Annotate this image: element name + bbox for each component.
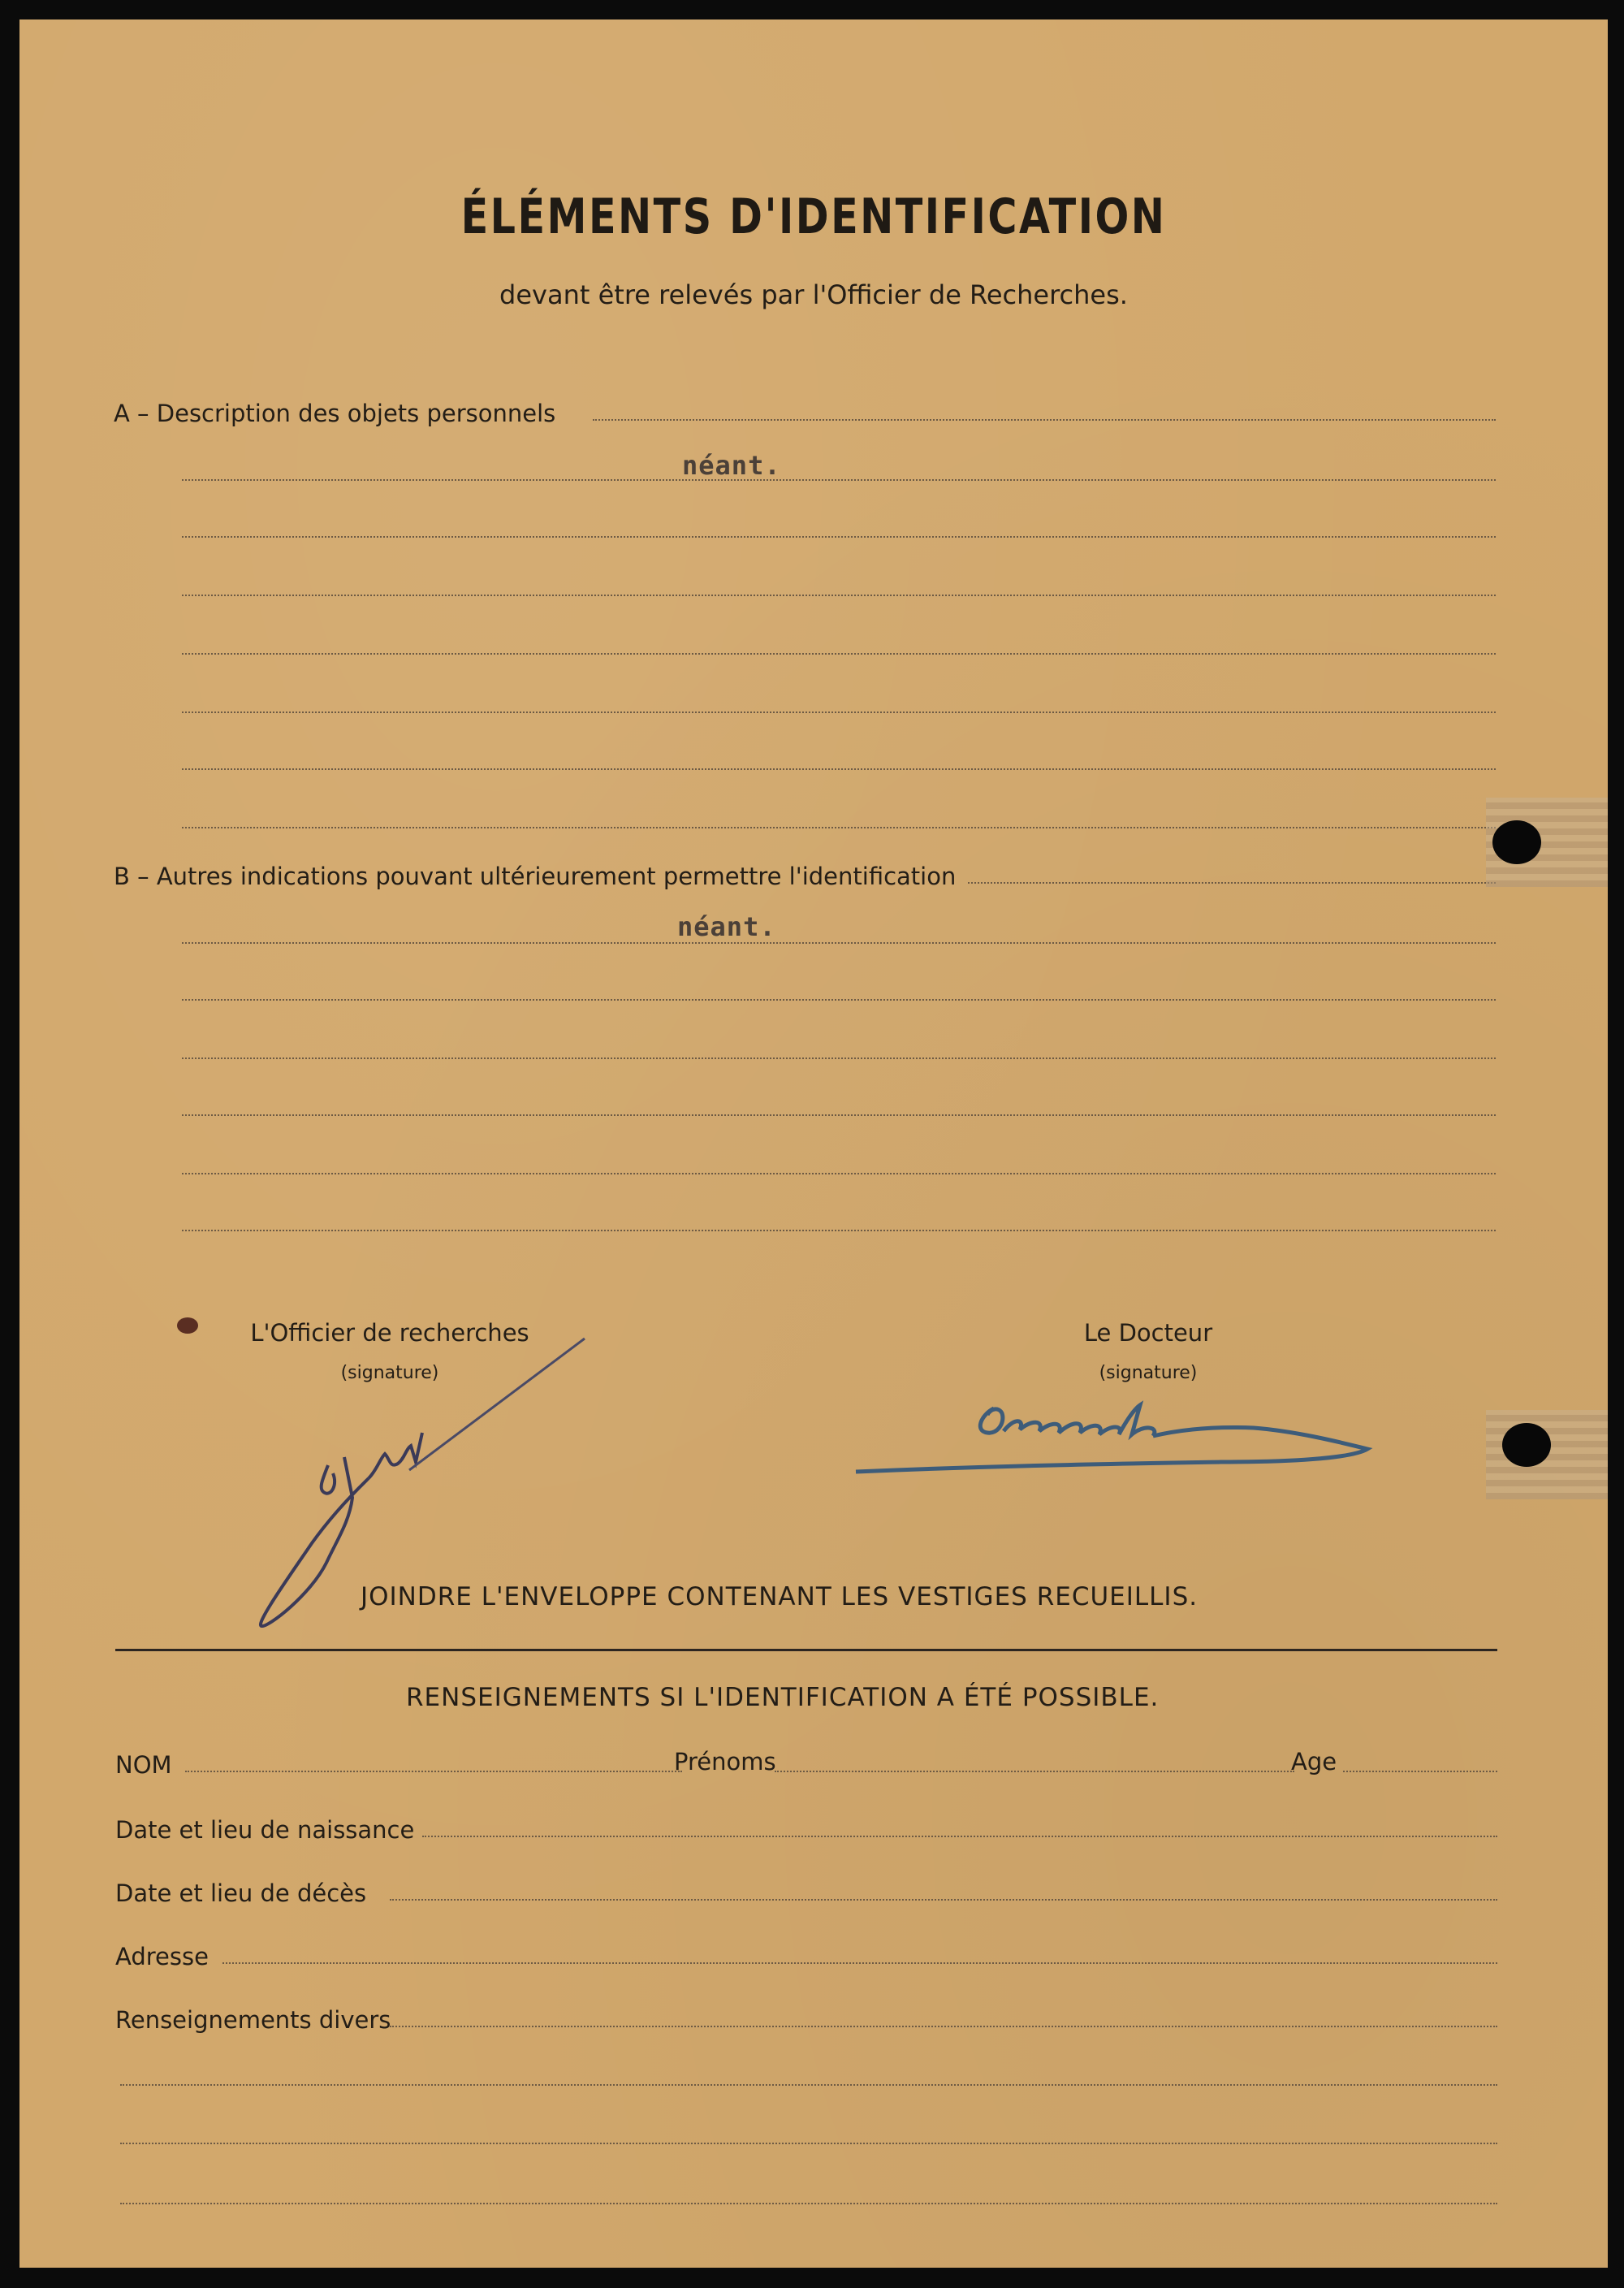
ink-stain [177, 1317, 198, 1334]
field-address-line[interactable] [222, 1962, 1497, 1964]
section-a-line-1[interactable] [593, 419, 1496, 421]
field-birth-line[interactable] [422, 1836, 1497, 1837]
field-age-line[interactable] [1343, 1771, 1497, 1772]
section-a-line-7[interactable] [182, 768, 1496, 770]
section-b-line-4[interactable] [182, 1057, 1496, 1059]
field-nom-line[interactable] [185, 1771, 682, 1772]
section-b-label: B – Autres indications pouvant ultérieurement permettre l'identification [114, 863, 957, 890]
section-b-line-2[interactable] [182, 942, 1496, 944]
page-title: ÉLÉMENTS D'IDENTIFICATION [460, 188, 1167, 245]
section-a-line-8[interactable] [182, 827, 1496, 828]
section-a-line-3[interactable] [182, 536, 1496, 538]
section-b-line-6[interactable] [182, 1173, 1496, 1174]
officer-signature-note: (signature) [340, 1363, 439, 1383]
field-misc-line-2[interactable] [120, 2084, 1497, 2086]
punch-hole-top [1492, 820, 1541, 864]
field-age-label: Age [1291, 1748, 1337, 1775]
officer-label: L'Officier de recherches [250, 1319, 529, 1347]
field-misc-label: Renseignements divers [115, 2006, 391, 2034]
section-b-line-5[interactable] [182, 1114, 1496, 1116]
field-death-line[interactable] [390, 1899, 1497, 1901]
doctor-label: Le Docteur [1083, 1319, 1213, 1347]
field-birth-label: Date et lieu de naissance [115, 1816, 415, 1844]
section-a-line-5[interactable] [182, 653, 1496, 655]
field-misc-line-4[interactable] [120, 2203, 1497, 2204]
punch-hole-bottom [1502, 1423, 1551, 1467]
section-b-typed-value: néant. [677, 911, 776, 942]
section-b-line-7[interactable] [182, 1230, 1496, 1231]
section-a-line-6[interactable] [182, 711, 1496, 713]
doctor-signature [831, 1384, 1400, 1498]
section-b-line-1[interactable] [968, 882, 1496, 884]
envelope-instruction: JOINDRE L'ENVELOPPE CONTENANT LES VESTIGES RECUEILLIS. [361, 1582, 1199, 1611]
section-a-line-2[interactable] [182, 479, 1496, 481]
field-misc-line-1[interactable] [390, 2026, 1497, 2027]
field-nom-label: NOM [115, 1751, 172, 1779]
field-misc-line-3[interactable] [120, 2143, 1497, 2144]
section-a-label: A – Description des objets personnels [114, 400, 556, 427]
section-a-typed-value: néant. [682, 450, 781, 481]
field-prenoms-label: Prénoms [674, 1748, 776, 1775]
section-a-line-4[interactable] [182, 595, 1496, 596]
field-death-label: Date et lieu de décès [115, 1879, 367, 1907]
page-subtitle: devant être relevés par l'Officier de Recherches. [499, 279, 1128, 310]
section-divider [115, 1649, 1497, 1651]
field-prenoms-line[interactable] [775, 1771, 1294, 1772]
field-address-label: Adresse [115, 1943, 209, 1970]
section-b-line-3[interactable] [182, 999, 1496, 1001]
identification-form-page [19, 19, 1608, 2268]
doctor-signature-note: (signature) [1099, 1363, 1198, 1383]
info-section-heading: RENSEIGNEMENTS SI L'IDENTIFICATION A ÉTÉ POSSIBLE. [406, 1683, 1160, 1712]
